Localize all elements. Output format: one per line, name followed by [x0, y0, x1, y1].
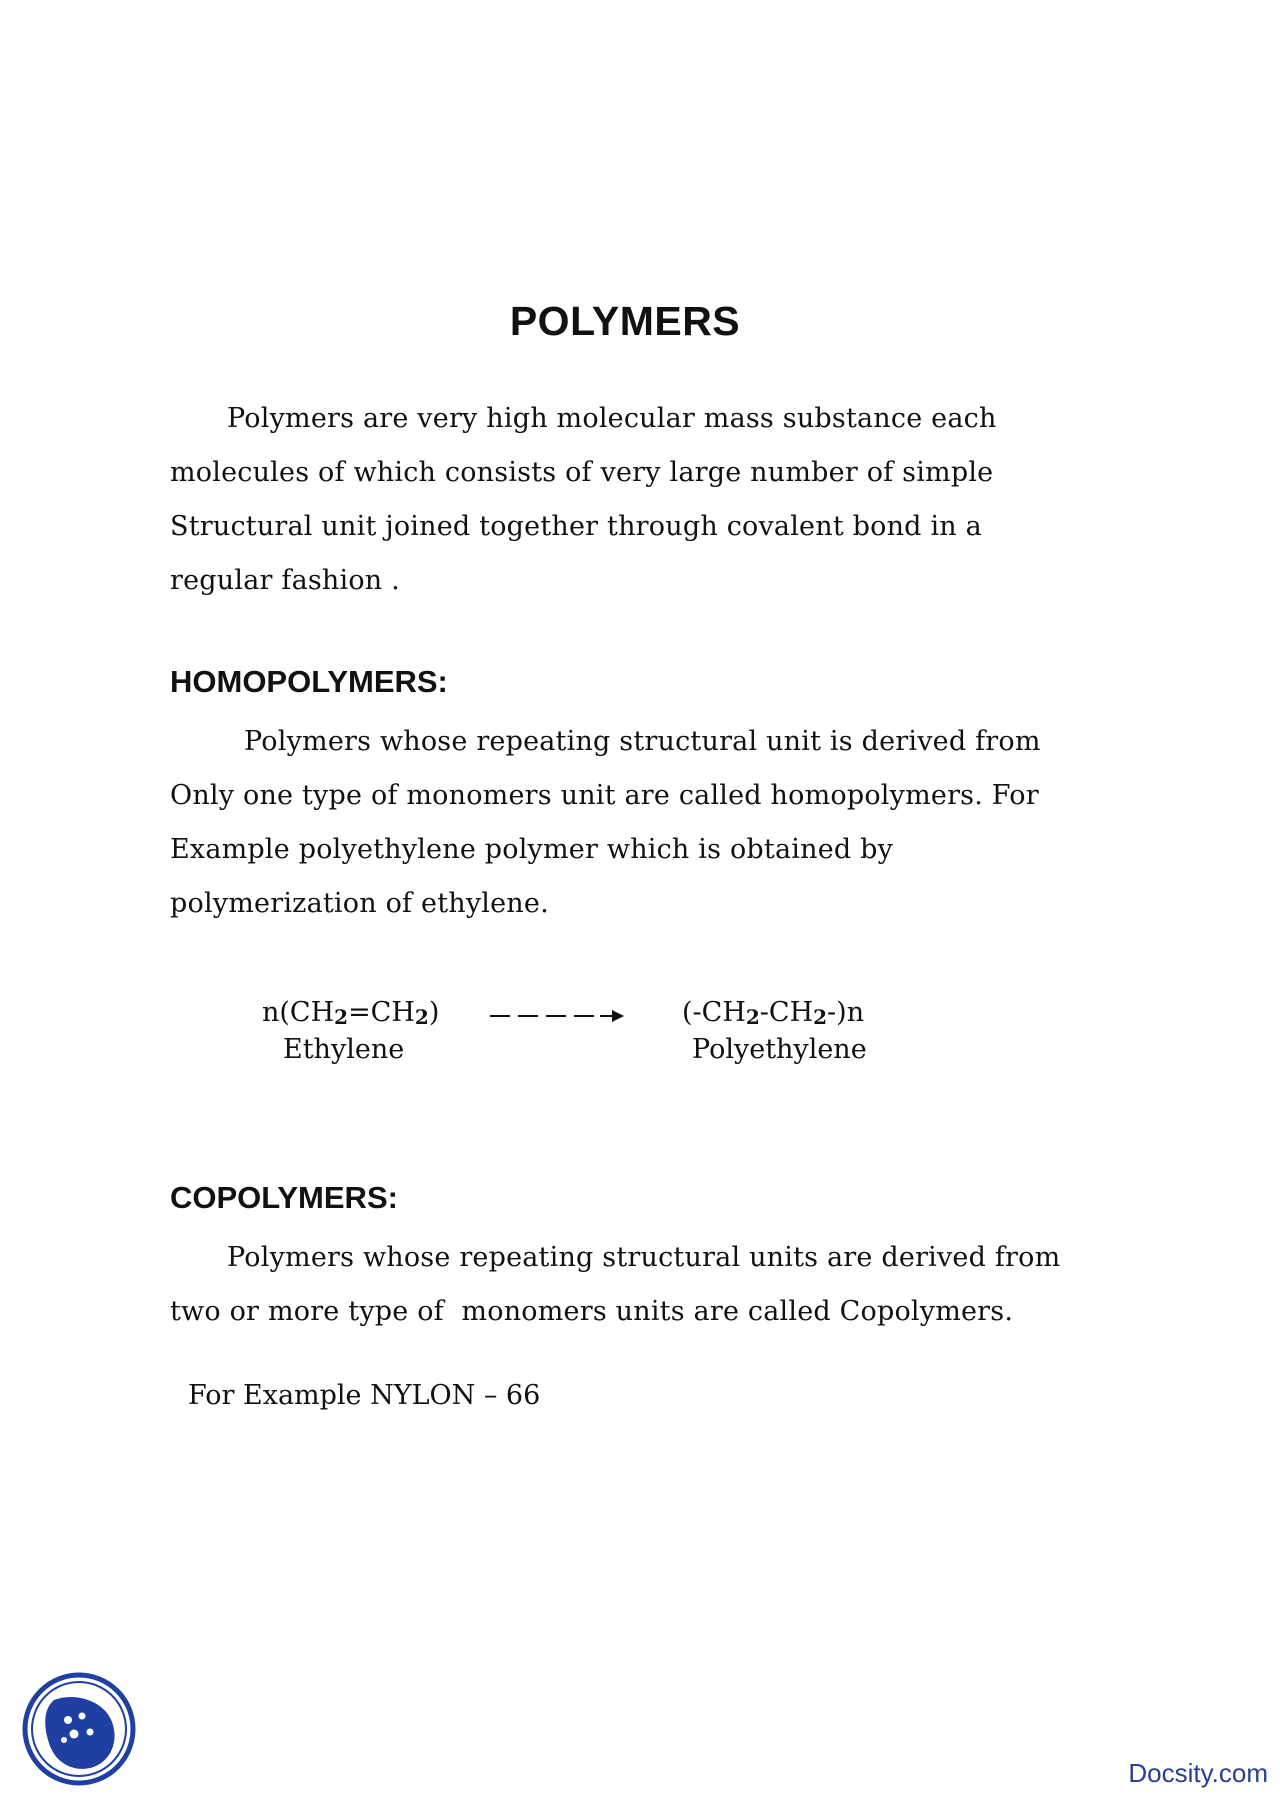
formula-part: -)n	[827, 997, 865, 1028]
formula-part: )	[428, 997, 440, 1028]
formula-subscript: 2	[745, 1005, 760, 1029]
formula-part: n(CH	[262, 997, 335, 1028]
copolymers-heading: COPOLYMERS:	[170, 1180, 398, 1215]
homopolymers-paragraph	[170, 715, 1130, 931]
homopolymers-line: Polymers whose repeating structural unit is derived from	[244, 726, 1041, 757]
formula-subscript: 2	[334, 1005, 349, 1029]
reaction-product-formula	[682, 997, 864, 1029]
intro-line: regular fashion .	[170, 565, 400, 596]
formula-part: =CH	[348, 997, 415, 1028]
homopolymers-line: Only one type of monomers unit are called homopolymers. For	[170, 780, 1039, 811]
reaction-arrow-icon	[488, 1005, 628, 1027]
homopolymers-line: Example polyethylene polymer which is obtained by	[170, 834, 894, 865]
page-title: POLYMERS	[509, 298, 741, 344]
intro-line: molecules of which consists of very large number of simple	[170, 457, 994, 488]
copolymers-line: Polymers whose repeating structural units are derived from	[227, 1242, 1061, 1273]
copolymer-example: For Example NYLON – 66	[188, 1380, 541, 1411]
reaction-reactant-formula	[262, 997, 439, 1029]
copolymers-line: two or more type of monomers units are called Copolymers.	[170, 1296, 1014, 1327]
formula-subscript: 2	[414, 1005, 429, 1029]
formula-part: -CH	[759, 997, 814, 1028]
reaction-product-name: Polyethylene	[692, 1034, 867, 1065]
homopolymers-line: polymerization of ethylene.	[170, 888, 549, 919]
intro-line: Structural unit joined together through covalent bond in a	[170, 511, 982, 542]
copolymers-paragraph	[170, 1231, 1130, 1339]
formula-subscript: 2	[813, 1005, 828, 1029]
docsity-brand-link[interactable]: Docsity.com	[1128, 1758, 1268, 1788]
intro-line: Polymers are very high molecular mass substance each	[227, 403, 997, 434]
docsity-logo-icon[interactable]	[20, 1670, 138, 1788]
homopolymers-heading: HOMOPOLYMERS:	[170, 664, 448, 699]
formula-part: (-CH	[682, 997, 746, 1028]
intro-paragraph	[170, 392, 1130, 608]
reaction-reactant-name: Ethylene	[283, 1034, 405, 1065]
